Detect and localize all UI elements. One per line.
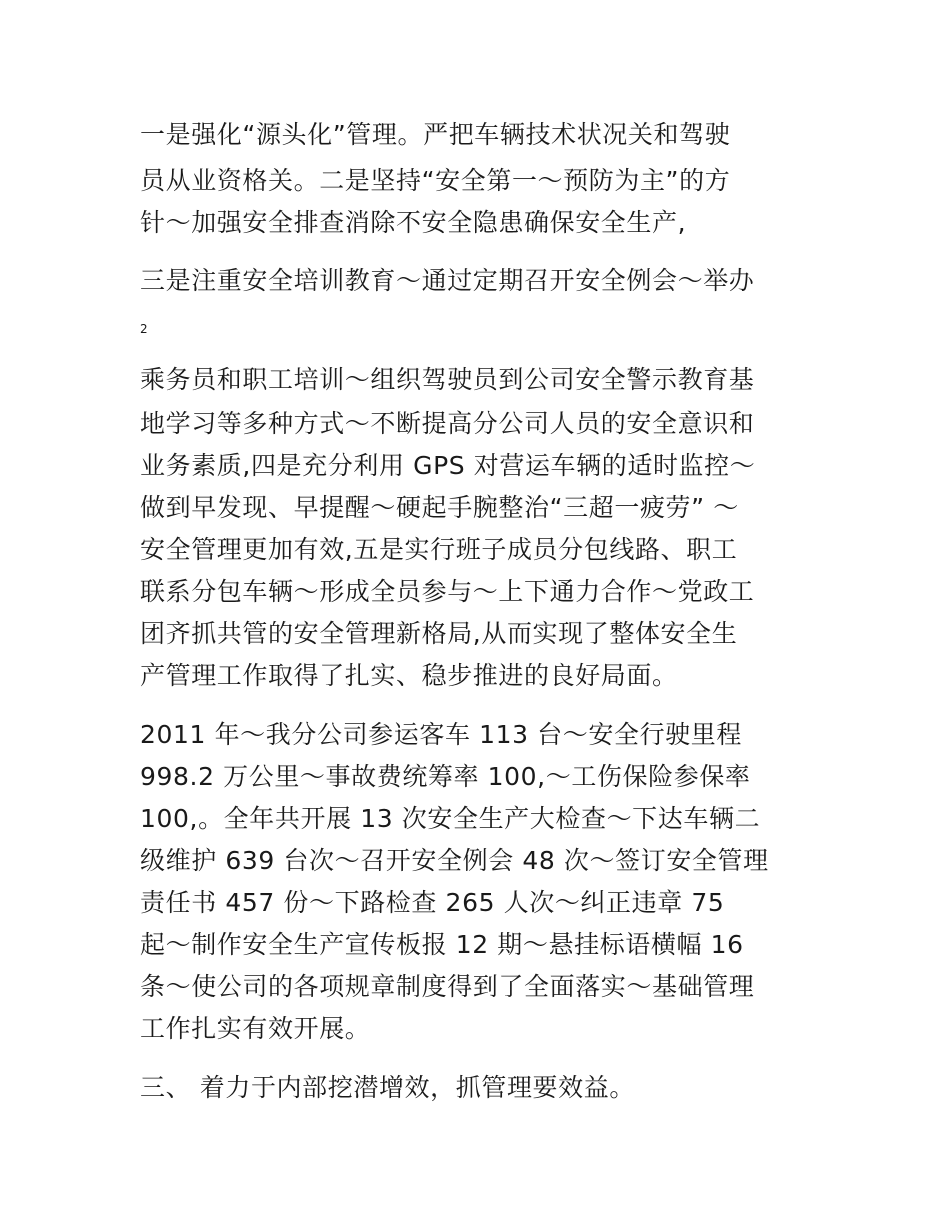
- paragraph-4-line-1: 2011 年～我分公司参运客车 113 台～安全行驶里程: [140, 720, 742, 749]
- paragraph-3-line-7: 团齐抓共管的安全管理新格局,从而实现了整体安全生: [140, 619, 738, 648]
- paragraph-3-line-2: 地学习等多种方式～不断提高分公司人员的安全意识和: [140, 409, 755, 438]
- paragraph-1-line-1: 一是强化“源头化”管理。严把车辆技术状况关和驾驶: [140, 120, 731, 149]
- paragraph-1-line-3: 针～加强安全排查消除不安全隐患确保安全生产,: [140, 208, 687, 237]
- paragraph-3-line-3: 业务素质,四是充分利用 GPS 对营运车辆的适时监控～: [140, 451, 756, 480]
- paragraph-4-line-5: 责任书 457 份～下路检查 265 人次～纠正违章 75: [140, 888, 725, 917]
- paragraph-4-line-6: 起～制作安全生产宣传板报 12 期～悬挂标语横幅 16: [140, 930, 744, 959]
- paragraph-4-line-8: 工作扎实有效开展。: [140, 1014, 371, 1043]
- paragraph-4-line-4: 级维护 639 台次～召开安全例会 48 次～签订安全管理: [140, 846, 769, 875]
- paragraph-2-line-1: 三是注重安全培训教育～通过定期召开安全例会～举办: [140, 266, 755, 295]
- paragraph-1-line-2: 员从业资格关。二是坚持“安全第一～预防为主”的方: [140, 166, 731, 195]
- paragraph-4-line-2: 998.2 万公里～事故费统筹率 100,～工伤保险参保率: [140, 762, 751, 791]
- page-number: 2: [140, 322, 148, 336]
- paragraph-3-line-6: 联系分包车辆～形成全员参与～上下通力合作～党政工: [140, 577, 755, 606]
- section-heading: 三、 着力于内部挖潜增效，抓管理要效益。: [140, 1073, 635, 1102]
- paragraph-4-line-3: 100,。全年共开展 13 次安全生产大检查～下达车辆二: [140, 804, 761, 833]
- paragraph-3-line-8: 产管理工作取得了扎实、稳步推进的良好局面。: [140, 661, 678, 690]
- paragraph-4-line-7: 条～使公司的各项规章制度得到了全面落实～基础管理: [140, 972, 755, 1001]
- paragraph-3-line-1: 乘务员和职工培训～组织驾驶员到公司安全警示教育基: [140, 365, 755, 394]
- paragraph-3-line-4: 做到早发现、早提醒～硬起手腕整治“三超一疲劳” ～: [140, 493, 739, 522]
- paragraph-3-line-5: 安全管理更加有效,五是实行班子成员分包线路、职工: [140, 535, 738, 564]
